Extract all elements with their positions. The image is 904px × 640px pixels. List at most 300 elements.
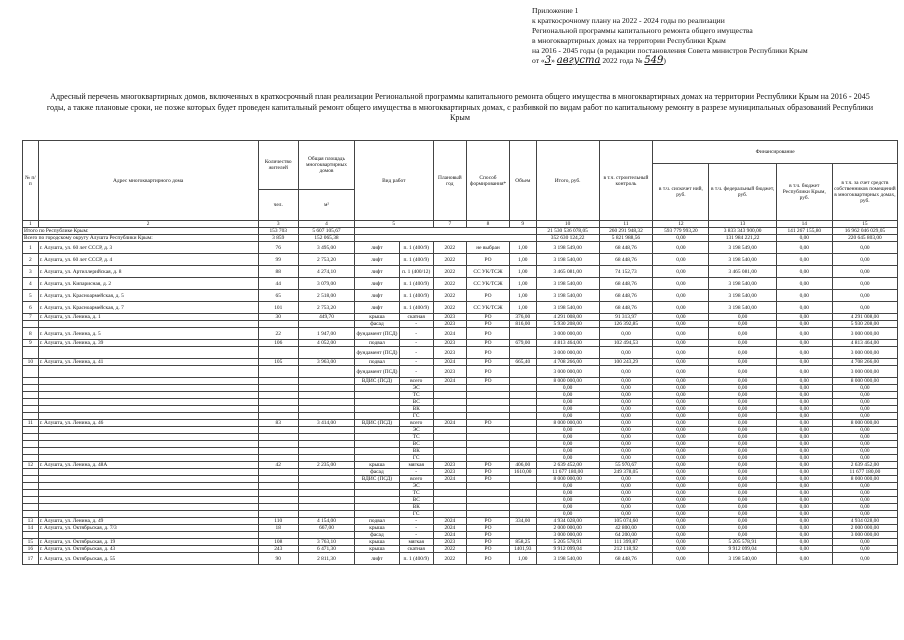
cell-own: 0,00: [832, 406, 897, 413]
cell-res: 110: [258, 518, 298, 525]
cell-n: 9: [23, 340, 39, 347]
cell-vol: 1610,00: [509, 469, 536, 476]
cell-ctrl: 0,00: [599, 476, 653, 483]
cell-fund: 0,00: [653, 340, 709, 347]
cell-reg: 0,00: [776, 434, 832, 441]
subtotal-owners: 220 645 803,00: [832, 235, 897, 242]
total-row: [23, 228, 898, 235]
cell-fed: 0,00: [709, 462, 776, 469]
table-row: [23, 359, 898, 366]
cell-area: 2 753,20: [298, 302, 354, 314]
cell-res: [258, 378, 298, 385]
cell-meth: РО: [467, 462, 510, 469]
cell-vol: 1,00: [509, 290, 536, 302]
cell-ctrl: 0,00: [599, 413, 653, 420]
date-prefix: от «: [532, 56, 545, 65]
cell-area: [298, 434, 354, 441]
cell-n: 17: [23, 553, 39, 565]
cell-fed: 0,00: [709, 392, 776, 399]
cell-w1: [355, 392, 400, 399]
total-regional: 141 267 155,80: [776, 228, 832, 235]
cell-total: 0,00: [536, 448, 599, 455]
table-row: [23, 434, 898, 441]
cell-reg: 0,00: [776, 314, 832, 321]
cell-fund: 0,00: [653, 242, 709, 254]
cell-fund: 0,00: [653, 254, 709, 266]
cell-fed: 0,00: [709, 532, 776, 539]
cell-fed: 3 198 540,00: [709, 302, 776, 314]
cell-addr: г. Алушта, ул. 60 лет СССР, д. 3: [38, 242, 258, 254]
cell-year: 2024: [433, 518, 467, 525]
cell-meth: РО: [467, 546, 510, 553]
cell-own: 5 930 208,00: [832, 321, 897, 328]
table-row: [23, 378, 898, 385]
cell-n: [23, 434, 39, 441]
cell-own: 3 000 000,00: [832, 328, 897, 340]
cell-fed: 0,00: [709, 328, 776, 340]
cell-reg: 0,00: [776, 469, 832, 476]
cell-res: 108: [258, 539, 298, 546]
cell-ctrl: 68 448,76: [599, 290, 653, 302]
total-sum: 21 530 536 078,05: [536, 228, 599, 235]
cell-ctrl: 0,00: [599, 406, 653, 413]
cell-meth: РО: [467, 290, 510, 302]
header-area: Общая площадь многоквартирных домов: [298, 141, 354, 190]
cell-year: [433, 511, 467, 518]
cell-w2: ЭС: [399, 483, 433, 490]
table-row: [23, 321, 898, 328]
cell-n: [23, 532, 39, 539]
cell-w1: лифт: [355, 254, 400, 266]
cell-w1: лифт: [355, 302, 400, 314]
cell-area: [298, 483, 354, 490]
cell-meth: РО: [467, 254, 510, 266]
cell-own: 0,00: [832, 290, 897, 302]
cell-reg: 0,00: [776, 302, 832, 314]
cell-year: 2022: [433, 553, 467, 565]
cell-total: 8 000 000,00: [536, 476, 599, 483]
cell-total: 8 000 000,00: [536, 378, 599, 385]
cell-n: [23, 366, 39, 378]
cell-res: [258, 469, 298, 476]
cell-fund: 0,00: [653, 378, 709, 385]
cell-total: 4 934 028,00: [536, 518, 599, 525]
cell-fund: 0,00: [653, 347, 709, 359]
cell-year: 2022: [433, 266, 467, 278]
cell-fund: 0,00: [653, 413, 709, 420]
cell-res: [258, 399, 298, 406]
cell-year: 2024: [433, 420, 467, 427]
cell-own: 0,00: [832, 483, 897, 490]
cell-w2: -: [399, 469, 433, 476]
cell-w2: -: [399, 366, 433, 378]
cell-ctrl: 0,00: [599, 504, 653, 511]
cell-year: 2024: [433, 328, 467, 340]
cell-n: [23, 378, 39, 385]
cell-own: 8 000 000,00: [832, 476, 897, 483]
cell-area: 3 763,10: [298, 539, 354, 546]
total-federal: 3 833 343 900,00: [709, 228, 776, 235]
cell-fund: 0,00: [653, 420, 709, 427]
column-numbers-row: [23, 221, 898, 228]
cell-own: 0,00: [832, 242, 897, 254]
header-regional: в т.ч. бюджет Республики Крым, руб.: [776, 164, 832, 221]
cell-addr: г. Алушта, ул. Ленина, д. 1: [38, 314, 258, 321]
cell-own: 0,00: [832, 302, 897, 314]
cell-fed: 0,00: [709, 483, 776, 490]
cell-addr: г. Алушта, ул. Октябрьская, д. 19: [38, 539, 258, 546]
cell-vol: [509, 427, 536, 434]
cell-meth: РО: [467, 328, 510, 340]
cell-w2: п. 1 (400/9): [399, 302, 433, 314]
cell-n: [23, 455, 39, 462]
cell-w1: фасад: [355, 321, 400, 328]
cell-fed: 9 912 099,04: [709, 546, 776, 553]
cell-addr: г. Алушта, ул. Красноармейская, д. 5: [38, 290, 258, 302]
cell-w2: ЭС: [399, 427, 433, 434]
cell-meth: РО: [467, 539, 510, 546]
cell-area: 4 052,00: [298, 340, 354, 347]
cell-fed: 0,00: [709, 455, 776, 462]
cell-meth: [467, 441, 510, 448]
cell-w2: скатная: [399, 546, 433, 553]
col-num: 8: [467, 221, 510, 228]
cell-res: 42: [258, 462, 298, 469]
cell-fed: 0,00: [709, 359, 776, 366]
cell-fund: 0,00: [653, 314, 709, 321]
cell-reg: 0,00: [776, 399, 832, 406]
cell-meth: [467, 490, 510, 497]
cell-fund: 0,00: [653, 476, 709, 483]
cell-ctrl: 0,00: [599, 448, 653, 455]
cell-vol: [509, 525, 536, 532]
table-row: [23, 347, 898, 359]
cell-addr: г. Алушта, ул. Ленина, д. 49: [38, 518, 258, 525]
cell-meth: СС УК/ТСЖ: [467, 278, 510, 290]
header-residents: Количество жителей: [258, 141, 298, 190]
cell-own: 8 000 000,00: [832, 420, 897, 427]
cell-area: [298, 413, 354, 420]
subtotal-federal: 131 984 221,22: [709, 235, 776, 242]
cell-vol: 1,00: [509, 553, 536, 565]
cell-n: 7: [23, 314, 39, 321]
cell-w1: подвал: [355, 359, 400, 366]
cell-n: [23, 483, 39, 490]
cell-fed: 3 198 540,00: [709, 278, 776, 290]
table-row: [23, 406, 898, 413]
cell-area: [298, 448, 354, 455]
cell-reg: 0,00: [776, 525, 832, 532]
cell-area: [298, 532, 354, 539]
cell-w1: [355, 441, 400, 448]
cell-vol: 665,40: [509, 359, 536, 366]
cell-meth: РО: [467, 359, 510, 366]
cell-w1: [355, 497, 400, 504]
cell-total: 3 465 081,00: [536, 266, 599, 278]
cell-year: 2023: [433, 321, 467, 328]
cell-vol: [509, 406, 536, 413]
cell-fund: 0,00: [653, 359, 709, 366]
cell-fund: 0,00: [653, 441, 709, 448]
cell-n: 10: [23, 359, 39, 366]
cell-w2: -: [399, 347, 433, 359]
cell-area: 449,70: [298, 314, 354, 321]
cell-res: [258, 490, 298, 497]
table-row: [23, 290, 898, 302]
cell-area: [298, 378, 354, 385]
cell-area: 3 495,00: [298, 242, 354, 254]
cell-res: [258, 455, 298, 462]
cell-fund: 0,00: [653, 455, 709, 462]
header-method: Способ формирования*: [467, 141, 510, 221]
date-suffix: ): [663, 56, 666, 65]
cell-area: 667,00: [298, 525, 354, 532]
cell-vol: 1401,93: [509, 546, 536, 553]
cell-fund: 0,00: [653, 525, 709, 532]
cell-n: [23, 504, 39, 511]
cell-own: 3 000 000,00: [832, 347, 897, 359]
cell-w1: лифт: [355, 266, 400, 278]
table-row: [23, 366, 898, 378]
cell-addr: [38, 497, 258, 504]
cell-fund: 0,00: [653, 290, 709, 302]
cell-meth: [467, 504, 510, 511]
cell-fed: 0,00: [709, 427, 776, 434]
cell-total: 11 677 180,00: [536, 469, 599, 476]
cell-year: 2023: [433, 539, 467, 546]
cell-year: 2023: [433, 347, 467, 359]
cell-fund: 0,00: [653, 553, 709, 565]
cell-area: [298, 469, 354, 476]
col-num: 11: [599, 221, 653, 228]
cell-fund: 0,00: [653, 518, 709, 525]
cell-addr: [38, 455, 258, 462]
cell-ctrl: 100 243,29: [599, 359, 653, 366]
cell-vol: 816,00: [509, 321, 536, 328]
header-control: в т.ч. строительный контроль: [599, 141, 653, 221]
cell-area: [298, 392, 354, 399]
cell-vol: 406,00: [509, 462, 536, 469]
cell-year: 2022: [433, 278, 467, 290]
cell-w1: крыша: [355, 539, 400, 546]
header-residents-unit: чел.: [258, 190, 298, 221]
cell-meth: [467, 434, 510, 441]
header-year: Плановый год: [433, 141, 467, 221]
cell-year: [433, 385, 467, 392]
cell-reg: 0,00: [776, 497, 832, 504]
cell-area: [298, 427, 354, 434]
cell-fund: 0,00: [653, 328, 709, 340]
cell-own: 0,00: [832, 553, 897, 565]
cell-addr: [38, 490, 258, 497]
cell-fund: 0,00: [653, 448, 709, 455]
cell-res: [258, 321, 298, 328]
cell-n: [23, 448, 39, 455]
cell-area: 2 811,30: [298, 553, 354, 565]
appendix-date-line: [532, 56, 902, 66]
cell-fed: 0,00: [709, 448, 776, 455]
cell-total: 4 708 266,00: [536, 359, 599, 366]
header-num: № п/п: [23, 141, 39, 221]
cell-own: 2 639 452,00: [832, 462, 897, 469]
cell-fed: 0,00: [709, 340, 776, 347]
cell-n: 4: [23, 278, 39, 290]
cell-own: 0,00: [832, 399, 897, 406]
cell-n: [23, 497, 39, 504]
cell-addr: [38, 366, 258, 378]
cell-total: 3 198 540,00: [536, 302, 599, 314]
cell-w1: ВДИС (ПСД): [355, 378, 400, 385]
cell-fund: 0,00: [653, 385, 709, 392]
cell-fed: 0,00: [709, 413, 776, 420]
cell-area: 3 963,00: [298, 359, 354, 366]
cell-w1: лифт: [355, 242, 400, 254]
cell-addr: г. Алушта, ул. Октябрьская, д. 43: [38, 546, 258, 553]
appendix-line: Приложение 1: [532, 6, 579, 15]
cell-ctrl: 68 448,76: [599, 302, 653, 314]
cell-fund: 0,00: [653, 462, 709, 469]
cell-ctrl: 126 392,85: [599, 321, 653, 328]
cell-total: 3 000 000,00: [536, 366, 599, 378]
cell-reg: 0,00: [776, 532, 832, 539]
cell-year: 2022: [433, 242, 467, 254]
cell-total: 0,00: [536, 497, 599, 504]
cell-vol: 1,00: [509, 242, 536, 254]
cell-ctrl: 212 118,92: [599, 546, 653, 553]
subtotal-regional: 0,00: [776, 235, 832, 242]
header-address: Адрес многоквартирного дома: [38, 141, 258, 221]
cell-w2: ГС: [399, 455, 433, 462]
cell-ctrl: 102 494,53: [599, 340, 653, 347]
cell-meth: СС УК/ТСЖ: [467, 266, 510, 278]
cell-reg: 0,00: [776, 266, 832, 278]
subtotal-fund: 0,00: [653, 235, 709, 242]
table-body: [23, 242, 898, 565]
appendix-header: [532, 6, 902, 66]
cell-res: [258, 406, 298, 413]
cell-addr: г. Алушта, ул. Кипарисная, д. 2: [38, 278, 258, 290]
cell-addr: г. Алушта, ул. Ленина, д. 46: [38, 420, 258, 427]
col-num: 2: [38, 221, 258, 228]
cell-res: [258, 483, 298, 490]
cell-reg: 0,00: [776, 340, 832, 347]
cell-vol: [509, 366, 536, 378]
cell-vol: [509, 347, 536, 359]
cell-w1: крыша: [355, 546, 400, 553]
cell-total: 0,00: [536, 399, 599, 406]
cell-area: [298, 441, 354, 448]
cell-addr: г. Алушта, ул. 60 лет СССР, д. 4: [38, 254, 258, 266]
table-row: [23, 242, 898, 254]
cell-vol: 376,00: [509, 314, 536, 321]
cell-meth: [467, 392, 510, 399]
cell-total: 0,00: [536, 392, 599, 399]
cell-fed: 5 205 578,91: [709, 539, 776, 546]
cell-vol: [509, 420, 536, 427]
cell-w1: ВДИС (ПСД): [355, 476, 400, 483]
header-owners: в т.ч. за счет средств собственников помещений в многоквартирных домах, руб.: [832, 164, 897, 221]
cell-vol: 1,00: [509, 254, 536, 266]
header-federal: в т.ч. федеральный бюджет, руб.: [709, 164, 776, 221]
cell-fed: 0,00: [709, 366, 776, 378]
cell-ctrl: 91 313,97: [599, 314, 653, 321]
cell-ctrl: 111 399,87: [599, 539, 653, 546]
cell-w1: крыша: [355, 462, 400, 469]
table-row: [23, 278, 898, 290]
cell-w1: [355, 483, 400, 490]
col-num: 4: [298, 221, 354, 228]
cell-meth: РО: [467, 518, 510, 525]
cell-meth: [467, 511, 510, 518]
cell-ctrl: 68 448,76: [599, 553, 653, 565]
cell-n: 6: [23, 302, 39, 314]
cell-n: 8: [23, 328, 39, 340]
col-num: 15: [832, 221, 897, 228]
cell-year: [433, 434, 467, 441]
cell-reg: 0,00: [776, 254, 832, 266]
cell-addr: [38, 511, 258, 518]
cell-meth: СС УК/ТСЖ: [467, 302, 510, 314]
cell-area: [298, 511, 354, 518]
cell-vol: [509, 385, 536, 392]
cell-addr: г. Алушта, ул. Ленина, д. 5: [38, 328, 258, 340]
cell-w2: -: [399, 532, 433, 539]
cell-area: 4 274,10: [298, 266, 354, 278]
cell-own: 4 813 464,00: [832, 340, 897, 347]
cell-area: [298, 504, 354, 511]
cell-n: [23, 321, 39, 328]
date-mid: »: [551, 56, 557, 65]
document-title: Адресный перечень многоквартирных домов, включенных в краткосрочный план реализации Региональной программы капитального ремонта общего имущества в многоквартирных домах на территории Республики Крым на 2016 - 2045 годы, а также плановые сроки, не позже которых будет проведен капитальный ремонт общего имущества в многоквартирных домах, с разбивкой по видам работ по капитальному ремонту в разрезе муниципальных образований Республики Крым: [46, 92, 874, 122]
total-control: 260 291 948,32: [599, 228, 653, 235]
cell-fed: 0,00: [709, 518, 776, 525]
cell-ctrl: 0,00: [599, 378, 653, 385]
cell-addr: г. Алушта, ул. Ленина, д. 41: [38, 359, 258, 366]
cell-meth: РО: [467, 378, 510, 385]
cell-area: 6 471,30: [298, 546, 354, 553]
cell-area: [298, 455, 354, 462]
cell-own: 0,00: [832, 490, 897, 497]
cell-area: [298, 399, 354, 406]
cell-meth: [467, 385, 510, 392]
cell-ctrl: 0,00: [599, 441, 653, 448]
cell-reg: 0,00: [776, 406, 832, 413]
appendix-line: к краткосрочному плану на 2022 - 2024 годы по реализации: [532, 16, 725, 25]
table-row: [23, 392, 898, 399]
cell-own: 0,00: [832, 278, 897, 290]
cell-ctrl: 0,00: [599, 427, 653, 434]
cell-year: 2022: [433, 254, 467, 266]
col-num: 7: [433, 221, 467, 228]
cell-own: 4 708 266,00: [832, 359, 897, 366]
cell-fund: 0,00: [653, 469, 709, 476]
cell-own: 0,00: [832, 385, 897, 392]
cell-vol: [509, 328, 536, 340]
cell-n: [23, 399, 39, 406]
cell-n: 12: [23, 462, 39, 469]
table-row: [23, 448, 898, 455]
cell-ctrl: 0,00: [599, 366, 653, 378]
cell-ctrl: 0,00: [599, 385, 653, 392]
cell-w2: п. 1 (400/9): [399, 278, 433, 290]
cell-reg: 0,00: [776, 242, 832, 254]
cell-year: 2024: [433, 476, 467, 483]
cell-res: [258, 532, 298, 539]
cell-addr: [38, 385, 258, 392]
cell-vol: [509, 392, 536, 399]
cell-year: [433, 399, 467, 406]
subtotal-control: 5 821 988,56: [599, 235, 653, 242]
